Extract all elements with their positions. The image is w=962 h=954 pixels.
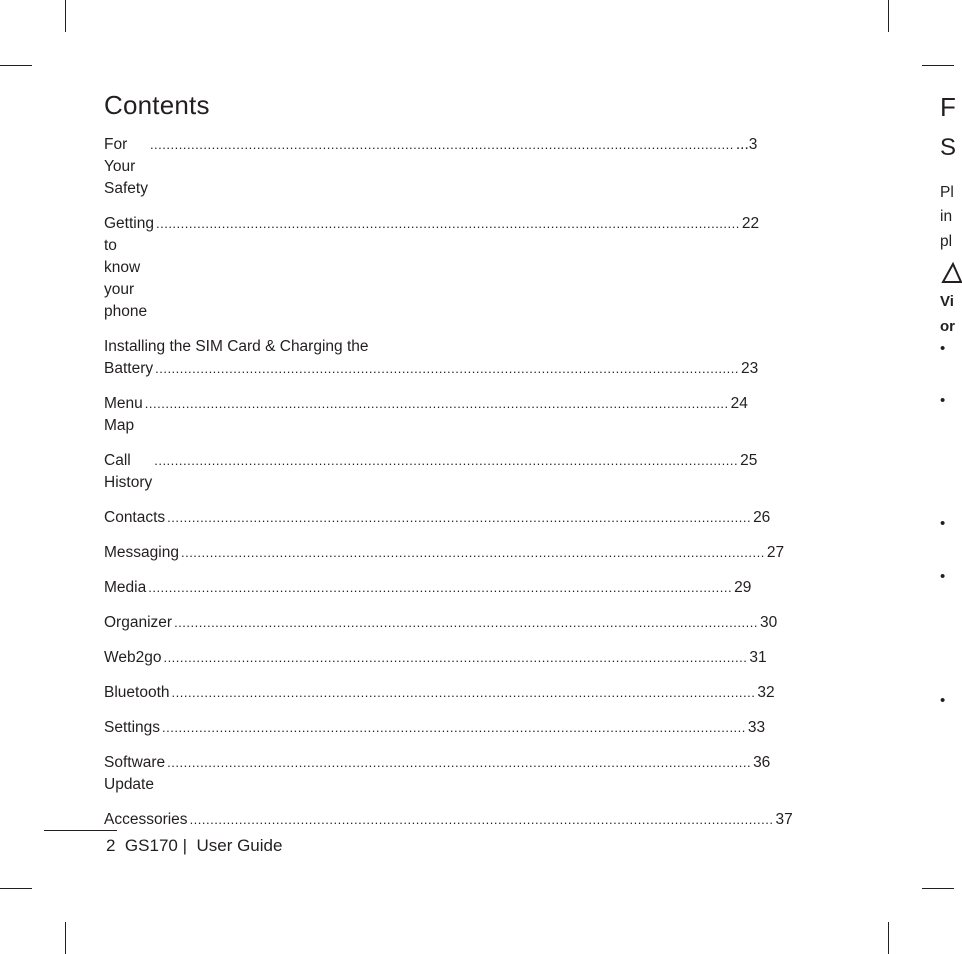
toc-entry-software-update[interactable] (104, 752, 771, 796)
bold-fragment: Vi (940, 293, 954, 310)
leader-dots (145, 393, 729, 415)
toc-entry-label: Getting to know your phone (104, 215, 154, 320)
toc-entry-label: Organizer (104, 614, 173, 631)
toc-entry-bluetooth[interactable] (104, 682, 775, 704)
toc-entry-messaging[interactable] (104, 542, 785, 564)
model-name: GS170 (124, 836, 178, 855)
toc-entry-page: 27 (766, 544, 785, 561)
toc-entry-organizer[interactable] (104, 612, 778, 634)
leader-dots (174, 612, 758, 634)
bullet-fragment: • (940, 692, 946, 709)
toc-entry-settings[interactable] (104, 717, 766, 739)
bullet-fragment: • (940, 340, 946, 357)
toc-entry-page: 24 (730, 395, 748, 412)
leader-dots (167, 752, 751, 774)
crop-mark (65, 0, 66, 32)
toc-entry-label: Messaging (104, 544, 179, 561)
toc-entry-web2go[interactable] (104, 647, 767, 669)
paragraph-fragment: pl (940, 233, 953, 250)
toc-entry-page: 23 (741, 360, 759, 377)
leader-dots (156, 213, 740, 235)
toc-entry-page: 25 (740, 452, 758, 469)
toc-entry-page: 31 (749, 649, 767, 666)
toc-entry-page: 37 (775, 811, 793, 828)
bullet-fragment: • (940, 392, 946, 409)
toc-entry-label: Settings (104, 719, 161, 736)
toc-entry-safety[interactable] (104, 134, 758, 200)
right-page-fragment (940, 0, 957, 954)
footer-rule (44, 830, 117, 831)
subheading-fragment: S (940, 134, 957, 161)
toc-entry-accessories[interactable] (104, 809, 793, 831)
crop-mark (888, 0, 889, 32)
toc-entry-label: Software Update (104, 754, 166, 793)
toc-entry-media[interactable] (104, 577, 752, 599)
heading-fragment: F (940, 92, 956, 122)
page-footer (106, 836, 282, 856)
toc-entry-page: 33 (747, 719, 766, 736)
toc-entry-page: 26 (753, 509, 771, 526)
toc-entry-label: Menu Map (104, 395, 143, 434)
leader-dots (148, 577, 732, 599)
toc-entry-page: 36 (753, 754, 771, 771)
page-title: Contents (104, 90, 210, 120)
toc-entry-label: Web2go (104, 649, 162, 666)
toc-entry-page: 29 (734, 579, 752, 596)
leader-dots (163, 647, 747, 669)
toc-entry-label: For Your Safety (104, 136, 148, 197)
leader-dots (190, 809, 774, 831)
page-number: 2 (106, 836, 116, 855)
toc-entry-label: Contacts (104, 509, 166, 526)
leader-dots (172, 682, 756, 704)
toc-entry-sim-battery[interactable] (104, 336, 759, 380)
bold-fragment: or (940, 318, 955, 335)
leader-dots (155, 358, 739, 380)
bullet-fragment: • (940, 515, 946, 532)
toc-entry-label: Battery (104, 360, 154, 377)
crop-mark (0, 65, 32, 66)
toc-entry-getting-to-know[interactable] (104, 213, 760, 323)
leader-dots (154, 450, 738, 472)
warning-triangle-icon (942, 262, 962, 284)
guide-title: User Guide (196, 836, 283, 855)
leader-dots (162, 717, 746, 739)
bullet-fragment: • (940, 568, 946, 585)
crop-mark (888, 922, 889, 954)
toc-entry-label: Accessories (104, 811, 188, 828)
toc-entry-page: 32 (757, 684, 775, 701)
leader-dots (167, 507, 751, 529)
paragraph-fragment: in (940, 208, 953, 225)
paragraph-fragment: Pl (940, 184, 954, 201)
table-of-contents (104, 134, 793, 844)
toc-entry-call-history[interactable] (104, 450, 758, 494)
footer-separator: | (182, 836, 188, 855)
toc-entry-label: Bluetooth (104, 684, 170, 701)
toc-entry-contacts[interactable] (104, 507, 771, 529)
toc-entry-label-line1: Installing the SIM Card & Charging the (104, 338, 369, 355)
leader-dots (150, 134, 734, 156)
crop-mark (65, 922, 66, 954)
toc-entry-label: Media (104, 579, 147, 596)
toc-entry-page: 22 (741, 215, 760, 232)
toc-entry-menu-map[interactable] (104, 393, 748, 437)
toc-entry-label: Call History (104, 452, 153, 491)
toc-entry-page: 30 (759, 614, 778, 631)
leader-dots (181, 542, 765, 564)
toc-entry-page: ...3 (735, 136, 758, 153)
crop-mark (0, 888, 32, 889)
